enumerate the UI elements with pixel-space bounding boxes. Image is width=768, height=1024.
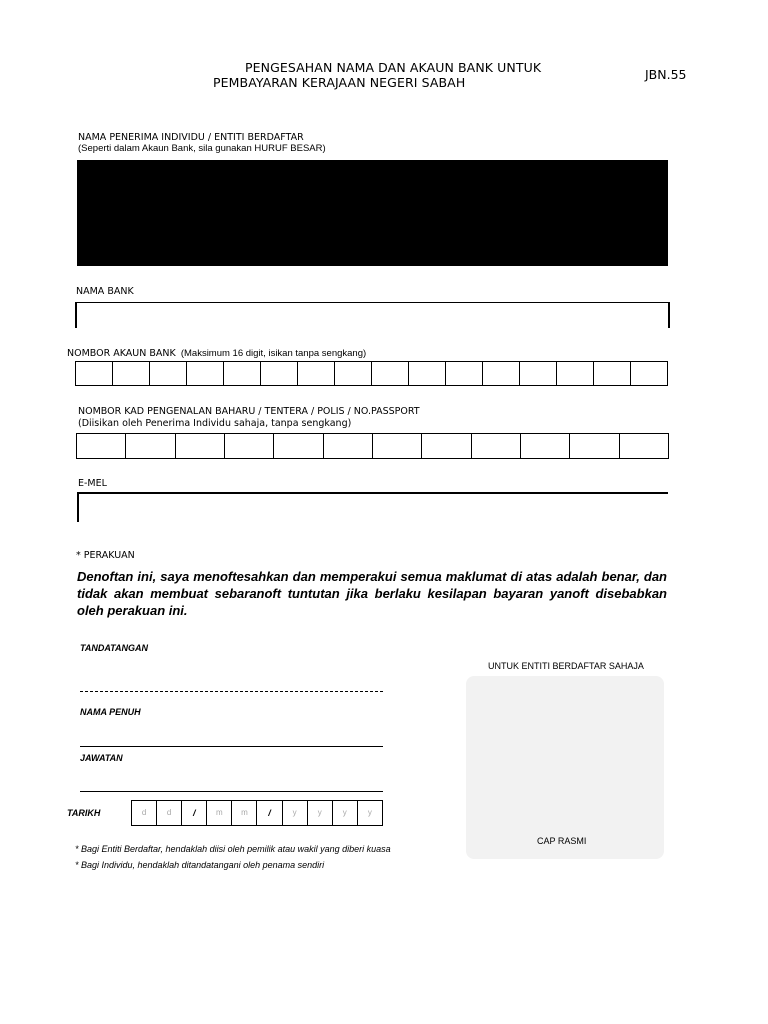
ic-digit-box[interactable] [521, 434, 570, 458]
account-digit-box[interactable] [483, 362, 520, 385]
date-cell[interactable]: y [308, 801, 333, 825]
date-cell[interactable]: d [157, 801, 182, 825]
recipient-name-redacted-field[interactable] [77, 160, 668, 266]
ic-note: (Diisikan oleh Penerima Individu sahaja, tanpa sengkang) [78, 418, 352, 429]
fullname-line[interactable] [80, 746, 383, 747]
account-digit-box[interactable] [520, 362, 557, 385]
official-stamp-area [466, 676, 664, 859]
fullname-label: NAMA PENUH [80, 707, 141, 717]
ic-digit-box[interactable] [422, 434, 471, 458]
account-digit-box[interactable] [150, 362, 187, 385]
account-digit-box[interactable] [446, 362, 483, 385]
account-digit-box[interactable] [631, 362, 667, 385]
form-title-line2: PEMBAYARAN KERAJAAN NEGERI SABAH [213, 75, 466, 90]
account-label-row [67, 341, 366, 360]
ic-label: NOMBOR KAD PENGENALAN BAHARU / TENTERA / POLIS / NO.PASSPORT [78, 406, 420, 417]
account-note: (Maksimum 16 digit, isikan tanpa sengkang) [180, 348, 367, 359]
signature-label: TANDATANGAN [80, 643, 148, 653]
ic-digit-box[interactable] [570, 434, 619, 458]
account-digit-box[interactable] [594, 362, 631, 385]
account-label: NOMBOR AKAUN BANK [67, 348, 176, 359]
date-label: TARIKH [67, 808, 101, 818]
account-digit-box[interactable] [298, 362, 335, 385]
signature-line[interactable] [80, 691, 383, 692]
bank-name-label: NAMA BANK [76, 286, 134, 297]
ic-digit-box[interactable] [620, 434, 668, 458]
date-cell[interactable]: y [283, 801, 308, 825]
date-cell[interactable]: y [367, 808, 372, 817]
ic-digit-box[interactable] [225, 434, 274, 458]
account-digit-box[interactable] [113, 362, 150, 385]
account-digit-box[interactable] [261, 362, 298, 385]
email-label: E-MEL [78, 478, 107, 489]
ic-digit-box[interactable] [324, 434, 373, 458]
form-code: JBN.55 [645, 67, 687, 82]
account-number-grid[interactable] [75, 361, 668, 386]
date-cell[interactable]: d [132, 801, 157, 825]
email-field[interactable] [77, 492, 668, 522]
date-separator: / [182, 801, 207, 825]
ic-digit-box[interactable] [176, 434, 225, 458]
stamp-caption: UNTUK ENTITI BERDAFTAR SAHAJA [488, 661, 644, 671]
ic-digit-box[interactable] [274, 434, 323, 458]
ic-digit-box[interactable] [126, 434, 175, 458]
bank-name-field[interactable] [75, 302, 670, 328]
ic-number-grid[interactable] [76, 433, 669, 459]
account-digit-box[interactable] [335, 362, 372, 385]
date-cell[interactable]: m [232, 801, 257, 825]
footnote-individual: * Bagi Individu, hendaklah ditandatangani oleh penama sendiri [75, 860, 325, 870]
ic-digit-box[interactable] [373, 434, 422, 458]
date-field[interactable] [131, 800, 383, 826]
account-digit-box[interactable] [76, 362, 113, 385]
position-label: JAWATAN [80, 753, 123, 763]
recipient-note: (Seperti dalam Akaun Bank, sila gunakan HURUF BESAR) [78, 143, 326, 154]
account-digit-box[interactable] [409, 362, 446, 385]
form-title-line1: PENGESAHAN NAMA DAN AKAUN BANK UNTUK [245, 60, 542, 75]
date-separator: / [257, 801, 282, 825]
recipient-label: NAMA PENERIMA INDIVIDU / ENTITI BERDAFTAR [78, 132, 304, 143]
position-line[interactable] [80, 791, 383, 792]
account-digit-box[interactable] [557, 362, 594, 385]
date-cell[interactable]: m [207, 801, 232, 825]
declaration-heading: * PERAKUAN [76, 550, 135, 561]
account-digit-box[interactable] [187, 362, 224, 385]
ic-digit-box[interactable] [472, 434, 521, 458]
footnote-entity: * Bagi Entiti Berdaftar, hendaklah diisi oleh pemilik atau wakil yang diberi kuasa [75, 844, 391, 854]
account-digit-box[interactable] [372, 362, 409, 385]
account-digit-box[interactable] [224, 362, 261, 385]
date-cell[interactable]: y [333, 801, 358, 825]
stamp-label: CAP RASMI [537, 836, 587, 846]
declaration-text: Denoftan ini, saya menoftesahkan dan memperakui semua maklumat di atas adalah benar, dan tidak akan membuat sebaranoft tuntutan jika berlaku kesilapan bayaran yanoft disebabkan oleh perakuan ini. [77, 569, 667, 618]
ic-digit-box[interactable] [77, 434, 126, 458]
